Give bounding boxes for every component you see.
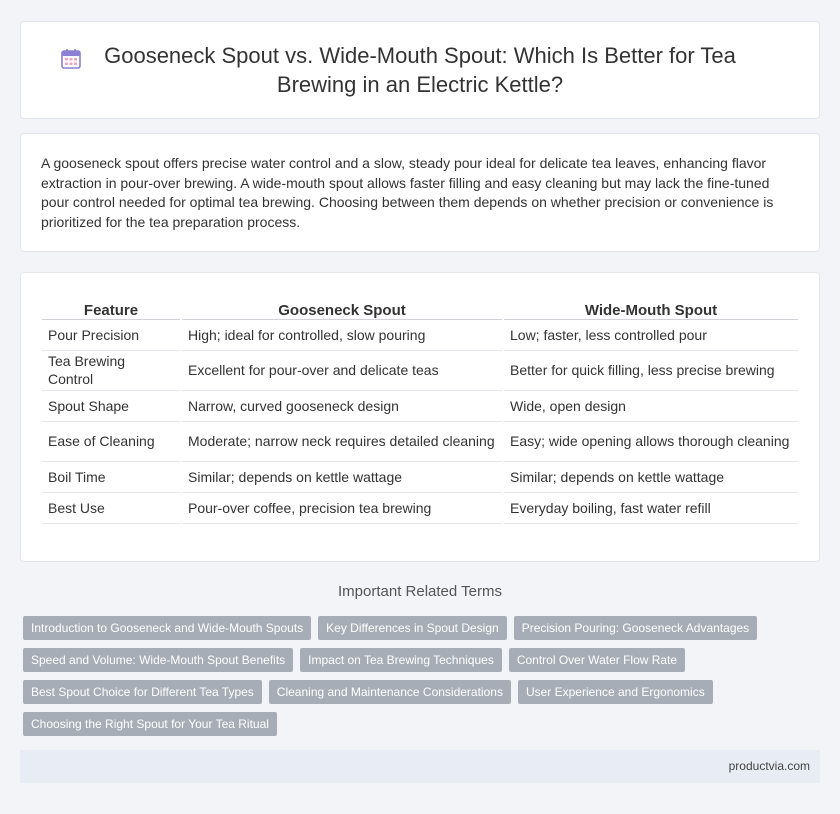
gooseneck-cell: Similar; depends on kettle wattage (181, 461, 503, 492)
table-row (42, 390, 798, 421)
feature-cell: Best Use (42, 492, 181, 523)
related-term-tag[interactable]: Control Over Water Flow Rate (509, 648, 685, 672)
header-gooseneck: Gooseneck Spout (181, 297, 503, 319)
related-term-tag[interactable]: Introduction to Gooseneck and Wide-Mouth Spouts (23, 616, 311, 640)
summary-card (20, 133, 820, 252)
gooseneck-cell: Pour-over coffee, precision tea brewing (181, 492, 503, 523)
related-term-tag[interactable]: Choosing the Right Spout for Your Tea Ritual (23, 712, 277, 736)
related-terms-heading: Important Related Terms (338, 583, 502, 600)
wide-mouth-cell: Similar; depends on kettle wattage (503, 461, 798, 492)
table-row (42, 421, 798, 461)
feature-cell: Tea Brewing Control (42, 350, 181, 390)
feature-cell: Spout Shape (42, 390, 181, 421)
related-term-tag[interactable]: Best Spout Choice for Different Tea Types (23, 680, 262, 704)
related-term-tag[interactable]: Key Differences in Spout Design (318, 616, 507, 640)
gooseneck-cell: High; ideal for controlled, slow pouring (181, 319, 503, 350)
related-term-tag[interactable]: Speed and Volume: Wide-Mouth Spout Benefits (23, 648, 293, 672)
table-row (42, 492, 798, 523)
related-term-tag[interactable]: Impact on Tea Brewing Techniques (300, 648, 502, 672)
wide-mouth-cell: Everyday boiling, fast water refill (503, 492, 798, 523)
comparison-card (20, 272, 820, 562)
table-row (42, 319, 798, 350)
feature-cell: Boil Time (42, 461, 181, 492)
feature-cell: Pour Precision (42, 319, 181, 350)
related-term-tag[interactable]: Precision Pouring: Gooseneck Advantages (514, 616, 757, 640)
header-wide-mouth: Wide-Mouth Spout (503, 297, 798, 319)
table-row (42, 461, 798, 492)
gooseneck-cell: Excellent for pour-over and delicate teas (181, 350, 503, 390)
related-term-tag[interactable]: Cleaning and Maintenance Considerations (269, 680, 511, 704)
gooseneck-cell: Narrow, curved gooseneck design (181, 390, 503, 421)
title-card (20, 21, 820, 119)
comparison-table (42, 297, 798, 524)
header-feature: Feature (42, 297, 181, 319)
related-terms-list (23, 616, 813, 736)
footer-site-link[interactable]: productvia.com (728, 759, 810, 773)
wide-mouth-cell: Better for quick filling, less precise brewing (503, 350, 798, 390)
wide-mouth-cell: Wide, open design (503, 390, 798, 421)
wide-mouth-cell: Low; faster, less controlled pour (503, 319, 798, 350)
related-term-tag[interactable]: User Experience and Ergonomics (518, 680, 713, 704)
footer (20, 750, 820, 783)
page-title: Gooseneck Spout vs. Wide-Mouth Spout: Which Is Better for Tea Brewing in an Electric Kettle? (104, 43, 736, 97)
wide-mouth-cell: Easy; wide opening allows thorough cleaning (503, 421, 798, 461)
table-header-row (42, 297, 798, 319)
summary-text: A gooseneck spout offers precise water control and a slow, steady pour ideal for delicate tea leaves, enhancing flavor extraction in pour-over brewing. A wide-mouth spout allows faster filling and easy cleaning but may lack the fine-tuned pour control needed for optimal tea brewing. Choosing between them depends on whether precision or convenience is prioritized for the tea preparation process. (41, 155, 774, 230)
table-row (42, 350, 798, 390)
feature-cell: Ease of Cleaning (42, 421, 181, 461)
gooseneck-cell: Moderate; narrow neck requires detailed cleaning (181, 421, 503, 461)
